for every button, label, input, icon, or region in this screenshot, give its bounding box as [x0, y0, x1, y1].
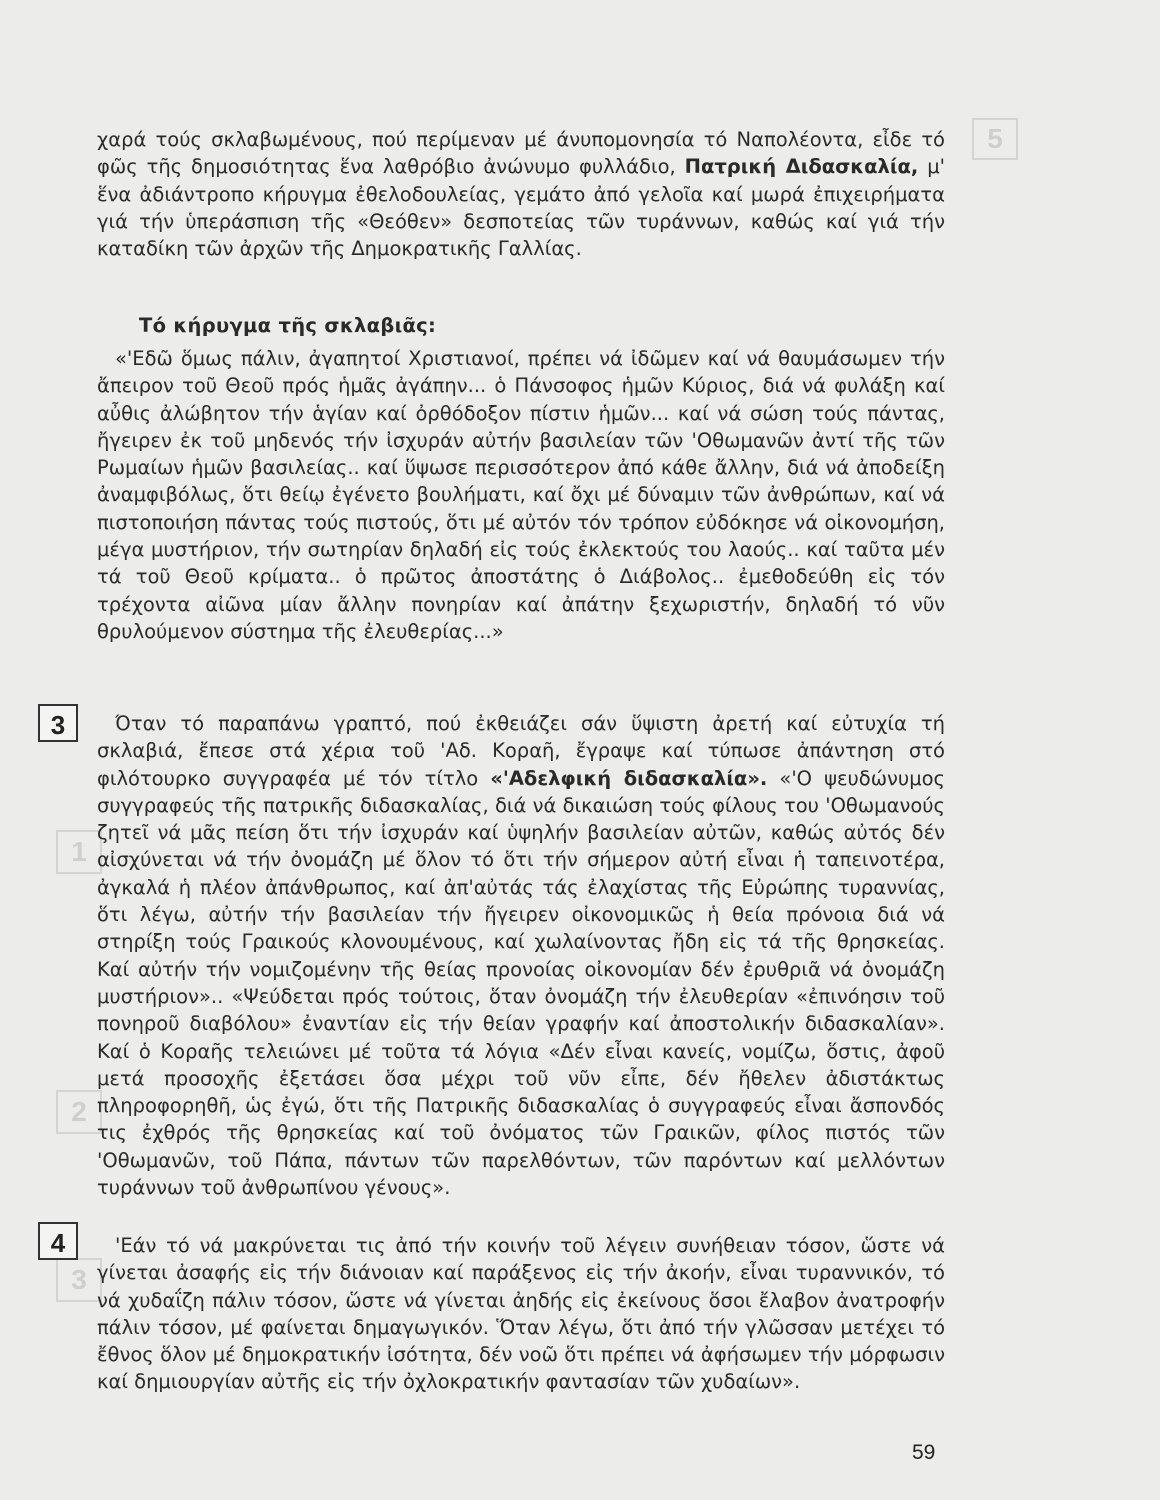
ghost-mark-1: 1	[56, 830, 102, 874]
section-3-title: «'Αδελφική διδασκαλία».	[490, 766, 768, 790]
section-number-4: 4	[38, 1222, 78, 1260]
section-4	[97, 1232, 945, 1396]
section-number-3: 3	[38, 704, 78, 742]
page-number: 59	[912, 1441, 936, 1464]
ghost-mark-5: 5	[972, 118, 1018, 160]
intro-section	[97, 126, 945, 262]
section-3	[97, 710, 945, 1201]
ghost-mark-3: 3	[56, 1258, 102, 1302]
slavery-quote: «'Εδῶ ὅμως πάλιν, ἀγαπητοί Χριστιανοί, πρέπει νά ἰδῶμεν καί νά θαυμάσωμεν τήν ἄπειρον τοῦ Θεοῦ πρός ἡμᾶς ἀγάπην... ὁ Πάνσοφος ἡμῶν Κύριος, διά νά φυλάξη καί αὖθις ἀλώβητον τήν ἁγίαν καί ὀρθόδοξον πίστιν ἡμῶν... καί νά σώση τούς πάντας, ἤγειρεν ἐκ τοῦ μηδενός τήν ἰσχυράν αὐτήν βασιλείαν τῶν 'Οθωμανῶν ἀντί τῆς τῶν Ρωμαίων ἡμῶν βασιλείας.. καί ὕψωσε περισσότερον ἀπό κάθε ἄλλην, διά νά ἀποδείξη ἀναμφιβόλως, ὅτι θείῳ ἐγένετο βουλήματι, καί ὄχι μέ δύναμιν τῶν ἀνθρώπων, καί νά πιστοποιήση πάντας τούς πιστούς, ὅτι μέ αὐτόν τόν τρόπον εὐδόκησε νά οἰκονομήση, μέγα μυστήριον, τήν σωτηρίαν δηλαδή εἰς τούς ἐκλεκτούς του λαούς.. καί ταῦτα μέν τά τοῦ Θεοῦ κρίματα.. ὁ πρῶτος ἀποστάτης ὁ Διάβολος.. ἐμεθοδεύθη εἰς τόν τρέχοντα αἰῶνα μίαν ἄλλην πονηρίαν καί ἀπάτην ξεχωριστήν, δηλαδή τό νῦν θρυλούμενον σύστημα τῆς ἐλευθερίας...»	[97, 347, 945, 643]
intro-title: Πατρική Διδασκαλία,	[684, 155, 919, 179]
section-4-paragraph: 'Εάν τό νά μακρύνεται τις ἀπό τήν κοινήν τοῦ λέγειν συνήθειαν τόσον, ὥστε νά γίνεται ἀσαφής εἰς τήν διάνοιαν καί παράξενος εἰς τήν ἀκοήν, εἶναι τυραννικόν, τό νά χυδαΐζη πάλιν τόσον, ὥστε νά γίνεται ἀηδής εἰς ἐκείνους ὅσοι ἔλαβον ἀνατροφήν πάλιν τόσον, μέ φαίνεται δημαγωγικόν. Ὅταν λέγω, ὅτι ἀπό τήν γλῶσσαν μετέχει τό ἔθνος ὅλον μέ δημοκρατικήν ἰσότητα, δέν νοῶ ὅτι πρέπει νά ἀφήσωμεν τήν μόρφωσιν καί δημιουργίαν αὐτῆς εἰς τήν ὀχλοκρατικήν φαντασίαν τῶν χυδαίων».	[97, 1234, 945, 1394]
intro-paragraph: χαρά τούς σκλαβωμένους, πού περίμεναν μέ άνυπομονησία τό Ναπολέοντα, εἶδε τό φῶς τῆς δημοσιότητας ἕνα λαθρόβιο ἀνώνυμο φυλλάδιο, Πατρική Διδασκαλία, μ' ἕνα ἀδιάντροπο κήρυγμα ἐθελοδουλείας, γεμάτο ἀπό γελοῖα καί μωρά ἐπιχειρήματα γιά τήν ὑπεράσπιση τῆς «Θεόθεν» δεσποτείας τῶν τυράννων, καθώς καί γιά τήν καταδίκη τῶν ἀρχῶν τῆς Δημοκρατικῆς Γαλλίας.	[97, 128, 946, 261]
slavery-section	[97, 312, 945, 645]
slavery-heading: Τό κήρυγμα τῆς σκλαβιᾶς:	[139, 314, 437, 337]
ghost-mark-2: 2	[56, 1090, 102, 1134]
section-3-paragraph: Όταν τό παραπάνω γραπτό, πού ἐκθειάζει σάν ὕψιστη ἀρετή καί εὐτυχία τή σκλαβιά, ἔπεσε στά χέρια τοῦ 'Αδ. Κοραῆ, ἔγραψε καί τύπωσε ἀπάντηση στό φιλότουρκο συγγραφέα μέ τόν τίτλο «'Αδελφική διδασκαλία». «'Ο ψευδώνυμος συγγραφεύς τῆς πατρικῆς διδασκαλίας, διά νά δικαιώση τούς φίλους του 'Οθωμανούς ζητεῖ νά μᾶς πείση ὅτι τήν ἰσχυράν καί ὑψηλήν βασιλείαν αὐτῶν, καθώς αὐτός δέν αἰσχύνεται νά τήν ὀνομάζη μέ ὅλον τό ὅτι τήν σήμερον αὐτή εἶναι ἡ ταπεινοτέρα, ἀγκαλά ἡ πλέον ἀπάνθρωπος, καί ἀπ'αὐτάς τάς ἐλαχίστας τῆς Εὐρώπης τυραννίας, ὅτι λέγω, αὐτήν τήν βασιλείαν τήν ἤγειρεν οἰκονομικῶς ἡ θεία πρόνοια διά νά στηρίξη τούς Γραικούς κλονουμένους, καί χωλαίνοντας ἤδη εἰς τά τῆς θρησκείας. Καί αὐτήν τήν νομιζομένην τῆς θείας προνοίας οἰκονομίαν δέν ἐρυθριᾶ νά ὀνομάζη μυστήριον».. «Ψεύδεται πρός τούτοις, ὅταν ὀνομάζη τήν ἐλευθερίαν «ἐπινόησιν τοῦ πονηροῦ διαβόλου» ἐναντίαν εἰς τήν θείαν γραφήν καί ἀποστολικήν διδασκαλίαν». Καί ὁ Κοραῆς τελειώνει μέ τοῦτα τά λόγια «Δέν εἶναι κανείς, νομίζω, ὅστις, ἀφοῦ μετά προσοχῆς ἐξετάσει ὅσα μέχρι τοῦ νῦν εἶπε, δέν ἤθελεν ἀδιστάκτως πληροφορηθῆ, ὡς ἐγώ, ὅτι τῆς Πατρικῆς διδασκαλίας ὁ συγγραφεύς εἶναι ἄσπονδός τις ἐχθρός τῆς θρησκείας καί τοῦ ὀνόματος τῶν Γραικῶν, φίλος πιστός τῶν 'Οθωμανῶν, τοῦ Πάπα, πάντων τῶν παρελθόντων, τῶν παρόντων καί μελλόντων τυράννων τοῦ ἀνθρωπίνου γένους».	[97, 712, 945, 1200]
